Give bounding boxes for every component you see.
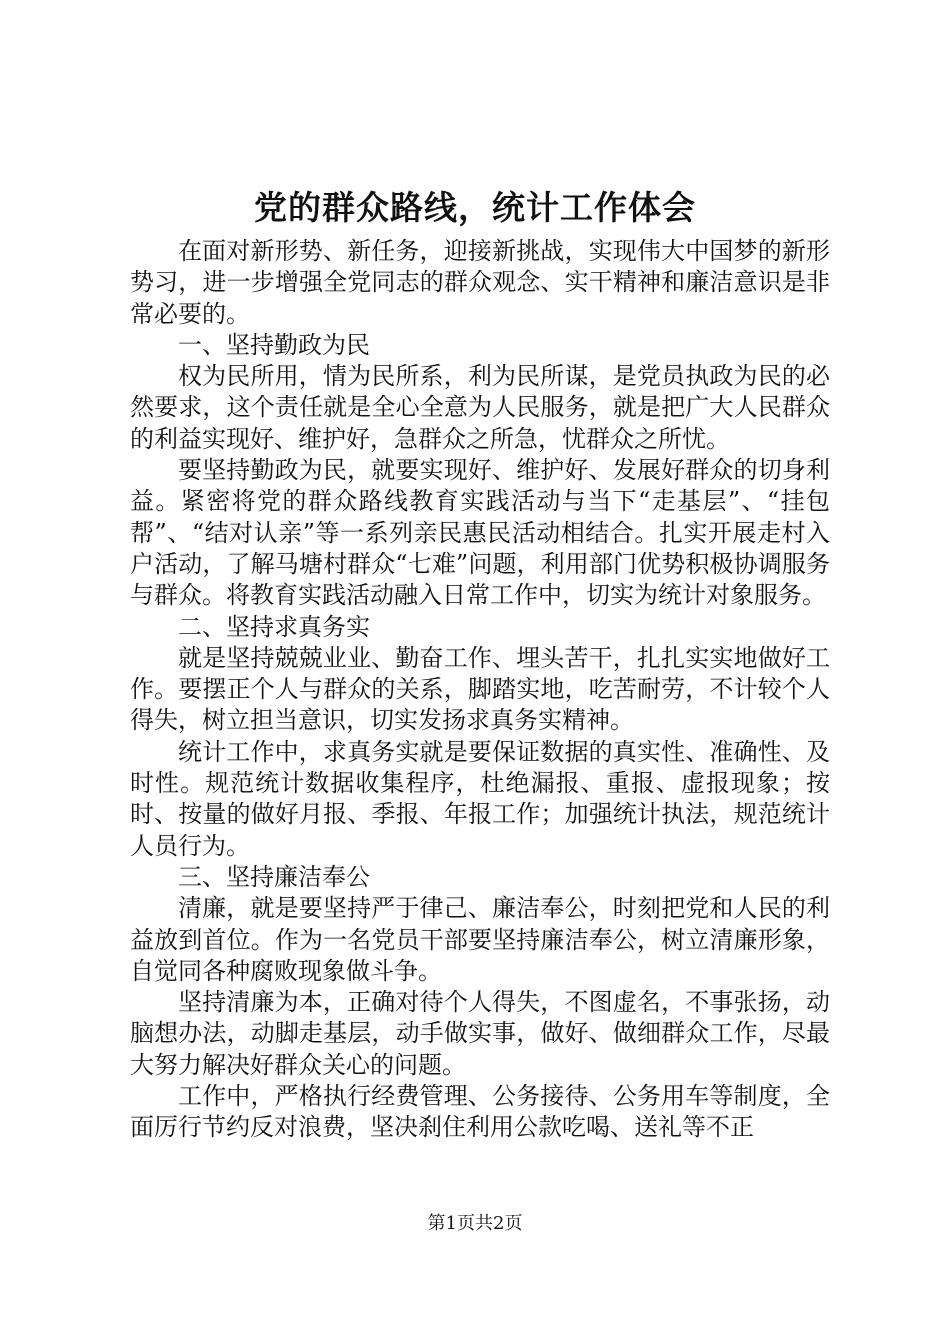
paragraph: 工作中，严格执行经费管理、公务接待、公务用车等制度，全面厉行节约反对浪费，坚决刹住利用公款吃喝、送礼等不正 — [130, 1082, 830, 1142]
paragraph: 坚持清廉为本，正确对待个人得失，不图虚名，不事张扬，动脑想办法，动脚走基层，动手做实事，做好、做细群众工作，尽最大努力解决好群众关心的问题。 — [130, 988, 830, 1079]
paragraph: 清廉，就是要坚持严于律己、廉洁奉公，时刻把党和人民的利益放到首位。作为一名党员干部要坚持廉洁奉公，树立清廉形象，自觉同各种腐败现象做斗争。 — [130, 894, 830, 985]
page-footer — [0, 1212, 950, 1236]
page-total: 共2页 — [475, 1213, 523, 1234]
document-title: 党的群众路线，统计工作体会 — [254, 188, 696, 227]
paragraph: 统计工作中，求真务实就是要保证数据的真实性、准确性、及时性。规范统计数据收集程序，杜绝漏报、重报、虚报现象；按时、按量的做好月报、季报、年报工作；加强统计执法，规范统计人员行为。 — [130, 737, 830, 860]
section-heading-2: 二、坚持求真务实 — [178, 612, 370, 641]
paragraph: 权为民所用，情为民所系，利为民所谋，是党员执政为民的必然要求，这个责任就是全心全意为人民服务，就是把广大人民群众的利益实现好、维护好，急群众之所急，忧群众之所忧。 — [130, 362, 830, 453]
paragraph: 要坚持勤政为民，就要实现好、维护好、发展好群众的切身利益。紧密将党的群众路线教育实践活动与当下“走基层”、“挂包帮”、“结对认亲”等一系列亲民惠民活动相结合。扎实开展走村入户活动，了解马塘村群众“七难”问题，利用部门优势积极协调服务与群众。将教育实践活动融入日常工作中，切实为统计对象服务。 — [130, 456, 830, 610]
paragraph: 就是坚持兢兢业业、勤奋工作、埋头苦干，扎扎实实地做好工作。要摆正个人与群众的关系，脚踏实地，吃苦耐劳，不计较个人得失，树立担当意识，切实发扬求真务实精神。 — [130, 643, 830, 735]
paragraph-intro: 在面对新形势、新任务，迎接新挑战，实现伟大中国梦的新形势习，进一步增强全党同志的群众观念、实干精神和廉洁意识是非常必要的。 — [130, 237, 830, 328]
document-body — [130, 236, 830, 1144]
page-number: 第1页 — [427, 1213, 475, 1234]
section-heading-1: 一、坚持勤政为民 — [178, 330, 370, 359]
section-heading-3: 三、坚持廉洁奉公 — [178, 862, 370, 891]
